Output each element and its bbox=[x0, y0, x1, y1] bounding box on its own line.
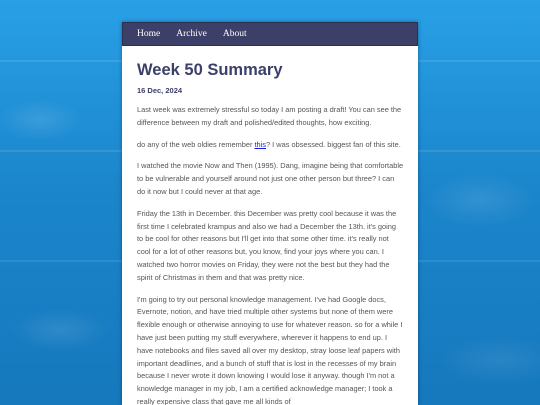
paragraph-5: I'm going to try out personal knowledge management. I've had Google docs, Evernote, notion, and have tried multiple other systems but none of them were flexible enough or otherwise annoying to use for whatever reason. so for a while I have just been putting my stuff everywhere, wherever it happens to end up. I have notebooks and files saved all over my desktop, stray loose leaf papers with important deadlines, and a bunch of stuff that is lost in the recesses of my brain because I never wrote it down knowing I would lose it anyway. though I'm not a knowledge manager in my job, I am a certified acknowledge manager; I took a really expensive class that gave me all kinds of bbox=[137, 294, 403, 405]
paragraph-1: Last week was extremely stressful so today I am posting a draft! You can see the difference between my draft and polished/edited thoughts, how exciting. bbox=[137, 105, 402, 127]
paragraph-4: Friday the 13th in December. this December was pretty cool because it was the first time I celebrated krampus and also we had a December the 13th. it's going to be cool for other reasons but I'll get into that some other time. it's really not cool for a lot of other reasons but, you know, find your joys where you can. I watched two horror movies on Friday, they were not the best but they had the spirit of Christmas in them and that was pretty nice. bbox=[137, 208, 397, 282]
paragraph-2 bbox=[137, 139, 404, 152]
paragraph-3: I watched the movie Now and Then (1995). Dang, imagine being that comfortable to be vulnerable and yourself around not just one other person but three? I can do it now but I could never at that age. bbox=[137, 161, 404, 196]
this-link[interactable]: this bbox=[254, 139, 267, 149]
paragraph-2-text-after: ? I was obsessed. biggest fan of this site. bbox=[266, 139, 401, 149]
post-content bbox=[122, 46, 418, 405]
nav-home-link[interactable]: Home bbox=[137, 29, 161, 39]
nav-about-link[interactable]: About bbox=[222, 29, 247, 39]
page-container bbox=[122, 22, 418, 405]
post-title: Week 50 Summary bbox=[137, 61, 283, 79]
nav-archive-link[interactable]: Archive bbox=[176, 29, 207, 39]
top-nav bbox=[122, 22, 418, 46]
post-date: 16 Dec, 2024 bbox=[137, 86, 183, 95]
paragraph-2-text-before: do any of the web oldies remember bbox=[137, 139, 255, 149]
